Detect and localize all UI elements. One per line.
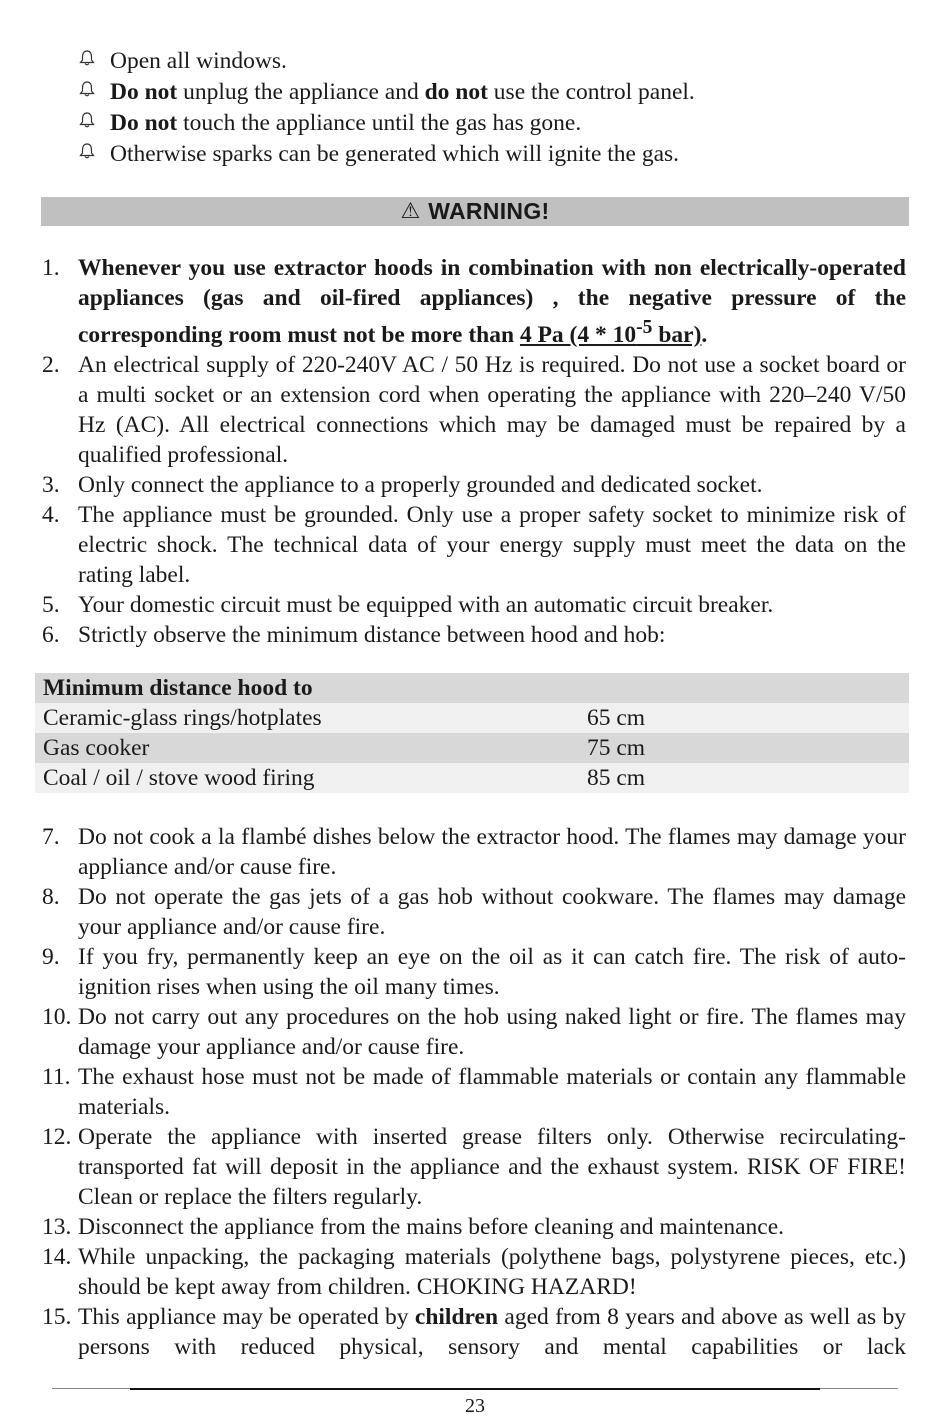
list-item (42, 1302, 906, 1362)
safety-list-part-2 (42, 822, 906, 1362)
bell-icon (78, 139, 98, 170)
list-item (42, 822, 906, 882)
table-header: Minimum distance hood to (35, 673, 579, 703)
list-item (42, 1002, 906, 1062)
minimum-distance-table (35, 673, 909, 793)
list-item-number: 14. (42, 1244, 72, 1270)
list-item-number: 9. (42, 944, 60, 970)
list-item-number: 10. (42, 1004, 72, 1030)
list-item-text: The appliance must be grounded. Only use a proper safety socket to minimize risk of electric shock. The technical data of your energy supply must meet the data on the rating label. (78, 501, 906, 588)
list-item (42, 590, 906, 620)
list-item-number: 2. (42, 351, 60, 378)
table-header-blank (579, 673, 909, 703)
table-header-row (35, 673, 909, 703)
list-item (42, 882, 906, 942)
list-item-text: This appliance may be operated by children aged from 8 years and above as well as by persons with reduced physical, sensory and mental capabilities or lack (78, 1304, 906, 1360)
list-item-text: Whenever you use extractor hoods in combination with non electrically-operated appliances (gas and oil-fired appliances) , the negative pressure of the corresponding room must not be more than 4 Pa ($4 * 10^{-5}$ bar). (78, 255, 906, 348)
bullet-item (78, 139, 878, 170)
bullet-text: Open all windows. (110, 48, 287, 74)
footer-rule (52, 1388, 898, 1390)
list-item-text: Do not cook a la flambé dishes below the extractor hood. The flames may damage your appliance and/or cause fire. (78, 824, 906, 880)
list-item-number: 3. (42, 471, 60, 498)
list-item-number: 4. (42, 501, 60, 528)
table-row (35, 733, 909, 763)
list-item-text: Do not operate the gas jets of a gas hob without cookware. The flames may damage your appliance and/or cause fire. (78, 884, 906, 940)
list-item (42, 1122, 906, 1212)
list-item (42, 253, 906, 350)
list-item-number: 5. (42, 591, 60, 618)
list-item (42, 942, 906, 1002)
list-item-number: 15. (42, 1304, 72, 1330)
list-item-text: Do not carry out any procedures on the hob using naked light or fire. The flames may damage your appliance and/or cause fire. (78, 1004, 906, 1060)
table-row (35, 703, 909, 733)
gas-leak-instructions (78, 46, 878, 170)
table-cell-value: 85 cm (579, 763, 909, 793)
list-item (42, 470, 906, 500)
warning-banner (41, 197, 909, 226)
bell-icon (78, 46, 98, 77)
table-cell-value: 65 cm (579, 703, 909, 733)
bullet-item (78, 46, 878, 77)
bell-icon (78, 108, 98, 139)
list-item (42, 1212, 906, 1242)
table-cell-item: Ceramic-glass rings/hotplates (35, 703, 579, 733)
table-row (35, 763, 909, 793)
table-cell-item: Gas cooker (35, 733, 579, 763)
list-item (42, 1062, 906, 1122)
list-item-number: 7. (42, 824, 60, 850)
page-number: 23 (465, 1395, 485, 1417)
safety-list-part-1 (42, 253, 906, 650)
list-item-number: 8. (42, 884, 60, 910)
list-item-text: Only connect the appliance to a properly grounded and dedicated socket. (78, 471, 763, 498)
list-item-text: The exhaust hose must not be made of flammable materials or contain any flammable materials. (78, 1064, 906, 1120)
list-item-number: 11. (42, 1064, 71, 1090)
bullet-text: Otherwise sparks can be generated which will ignite the gas. (110, 141, 680, 167)
bullet-text: Do not unplug the appliance and do not use the control panel. (110, 79, 695, 105)
list-item-text: Your domestic circuit must be equipped with an automatic circuit breaker. (78, 591, 774, 618)
list-item-text: Disconnect the appliance from the mains before cleaning and maintenance. (78, 1214, 785, 1240)
bullet-item (78, 108, 878, 139)
bullet-text: Do not touch the appliance until the gas has gone. (110, 110, 582, 136)
bullet-item (78, 77, 878, 108)
warning-triangle-icon: ⚠ (400, 198, 421, 224)
list-item (42, 500, 906, 590)
list-item-number: 13. (42, 1214, 72, 1240)
list-item-number: 12. (42, 1124, 72, 1150)
list-item-text: If you fry, permanently keep an eye on the oil as it can catch fire. The risk of auto-ignition rises when using the oil many times. (78, 944, 906, 1000)
list-item-number: 6. (42, 621, 60, 648)
list-item-number: 1. (42, 255, 60, 281)
bell-icon (78, 77, 98, 108)
table-cell-value: 75 cm (579, 733, 909, 763)
list-item-text: Operate the appliance with inserted grease filters only. Otherwise recirculating-transported fat will deposit in the appliance and the exhaust system. RISK OF FIRE! Clean or replace the filters regularly. (78, 1124, 906, 1210)
list-item-text: Strictly observe the minimum distance between hood and hob: (78, 621, 666, 648)
list-item-text: While unpacking, the packaging materials (polythene bags, polystyrene pieces, etc.) should be kept away from children. CHOKING HAZARD! (78, 1244, 906, 1300)
table-cell-item: Coal / oil / stove wood firing (35, 763, 579, 793)
list-item (42, 1242, 906, 1302)
warning-label: WARNING! (428, 198, 550, 224)
list-item (42, 350, 906, 470)
list-item-text: An electrical supply of 220-240V AC / 50 Hz is required. Do not use a socket board or a multi socket or an extension cord when operating the appliance with 220–240 V/50 Hz (AC). All electrical connections which may be damaged must be repaired by a qualified professional. (78, 351, 906, 468)
list-item (42, 620, 906, 650)
